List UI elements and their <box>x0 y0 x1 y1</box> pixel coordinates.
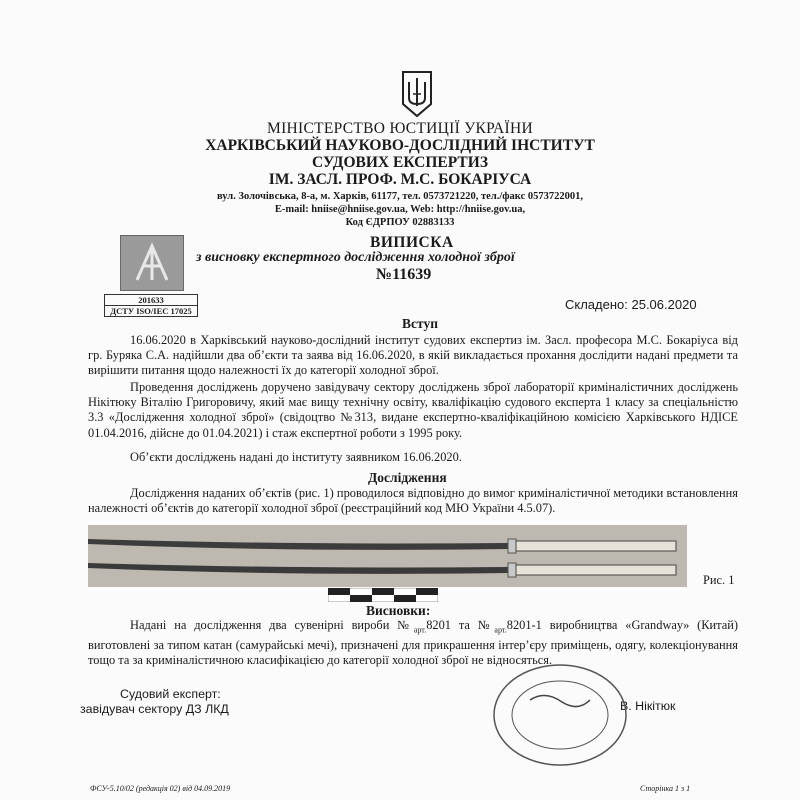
article-subscript-2: арт. <box>494 625 507 635</box>
institute-name-line3: ІМ. ЗАСЛ. ПРОФ. М.С. БОКАРІУСА <box>268 171 532 188</box>
accreditation-box <box>104 294 198 317</box>
accreditation-standard: ДСТУ ISO/IEC 17025 <box>105 305 197 316</box>
institute-stamp-seal <box>490 660 630 770</box>
intro-paragraph-3: Об’єкти досліджень надані до інституту заявником 16.06.2020. <box>130 450 462 464</box>
signature-name: В. Нікітюк <box>620 699 676 713</box>
research-paragraph: Дослідження наданих об’єктів (рис. 1) проводилося відповідно до вимог криміналістичної методики встановлення належності об’єктів до категорії холодної зброї (реєстраційний код МЮ України 4.5.07). <box>88 486 738 516</box>
footer-form-code: ФСУ-5.10/02 (редакція 02) від 04.09.2019 <box>90 784 231 793</box>
scale-ruler <box>328 588 438 602</box>
signature-role-expert: Судовий експерт: <box>120 687 221 701</box>
article-number-sign-2: № <box>477 618 495 632</box>
trident-emblem-icon <box>400 70 434 118</box>
accreditation-number: 201633 <box>138 295 164 305</box>
institute-edrpou: Код ЄДРПОУ 02883133 <box>345 217 455 228</box>
institute-name-line2: СУДОВИХ ЕКСПЕРТИЗ <box>312 154 488 171</box>
institute-contacts: E-mail: hniise@hniise.gov.ua, Web: http://hniise.gov.ua, <box>274 204 526 215</box>
conclusions-text-start: Надані на дослідження два сувенірні вироби <box>130 618 398 632</box>
conclusions-paragraph <box>88 618 738 668</box>
ministry-name: МІНІСТЕРСТВО ЮСТИЦІЇ УКРАЇНИ <box>266 120 533 137</box>
institute-address: вул. Золочівська, 8-а, м. Харків, 61177, тел. 0573721220, тел./факс 0573722001, <box>216 191 583 202</box>
research-heading: Дослідження <box>368 470 447 485</box>
compiled-date: Складено: 25.06.2020 <box>565 297 697 312</box>
document-title: ВИПИСКА <box>370 234 454 251</box>
signature-role-head: завідувач сектору ДЗ ЛКД <box>80 702 229 716</box>
intro-heading: Вступ <box>402 316 438 331</box>
article-2-text: 8201-1 виробництва «Grandway» (Китай) виготовлені за типом катан (самурайські мечі), призначені для прикрашення інтер’єру приміщень, одягу, колекціонування тощо та за криміналістичною класифікацією до категорії холодної зброї не відносяться. <box>88 618 739 667</box>
institute-name-line1: ХАРКІВСЬКИЙ НАУКОВО-ДОСЛІДНИЙ ІНСТИТУТ <box>205 137 595 154</box>
article-1: 8201 та <box>426 618 478 632</box>
footer-page-number: Сторінка 1 з 1 <box>640 784 691 793</box>
article-subscript: арт. <box>413 625 427 635</box>
conclusions-heading: Висновки: <box>366 603 431 618</box>
intro-paragraph-1: 16.06.2020 в Харківський науково-дослідний інститут судових експертиз ім. Засл. професора М.С. Бокаріуса від гр. Буряка С.А. надійшли два об’єкти та заява від 16.06.2020, в якій викладається прохання дослідити надані предмети та вирішити питання щодо належності їх до категорії холодної зброї. <box>88 333 738 378</box>
intro-paragraph-2: Проведення досліджень доручено завідувачу сектору досліджень зброї лабораторії криміналістичних досліджень Нікітюку Віталію Григоровичу, який має вищу технічну освіту, кваліфікацію судового експерта 1 класу за спеціальністю 3.3 «Дослідження холодної зброї» (свідоцтво №313, видане експертно-кваліфікаційною комісією Харківського НДІСЕ 01.04.2016, дійсне до 01.04.2021) і стаж експертної роботи з 1995 року. <box>88 380 738 440</box>
document-number: №11639 <box>376 266 432 283</box>
figure-label: Рис. 1 <box>703 573 735 587</box>
document-subtitle: з висновку експертного дослідження холодної зброї <box>196 250 515 265</box>
katana-photo <box>88 525 687 587</box>
article-number-sign: № <box>397 618 414 632</box>
accreditation-logo-icon <box>120 235 184 291</box>
